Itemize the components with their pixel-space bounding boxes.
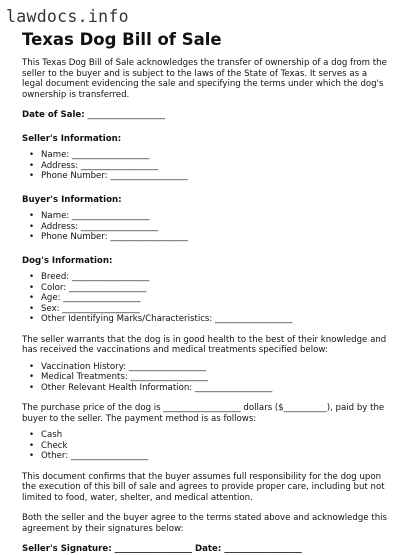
dog-color-item: • Color: __________________ <box>41 283 390 294</box>
seller-address-item: • Address: __________________ <box>41 161 390 172</box>
seller-info-list <box>22 150 390 182</box>
document-body <box>22 30 390 555</box>
buyer-name-item: • Name: __________________ <box>41 211 390 222</box>
health-list <box>22 362 390 394</box>
document-title: Texas Dog Bill of Sale <box>22 30 222 49</box>
seller-signature-date-blank: __________________ <box>224 544 302 554</box>
seller-signature-line <box>22 544 390 555</box>
dog-info-heading: Dog's Information: <box>22 255 113 266</box>
watermark-text: lawdocs.info <box>6 7 129 26</box>
dog-marks-item: • Other Identifying Marks/Characteristics: __________________ <box>41 314 390 325</box>
payment-cash-item: • Cash <box>41 430 390 441</box>
buyer-address-item: • Address: __________________ <box>41 222 390 233</box>
medical-treatments-item: • Medical Treatments: __________________ <box>41 372 390 383</box>
responsibility-paragraph: This document confirms that the buyer assumes full responsibility for the dog upon the execution of this bill of sale and agrees to provide proper care, including but not limited to food, water, shelter, and medical attention. <box>22 471 385 503</box>
health-warranty-paragraph: The seller warrants that the dog is in good health to the best of their knowledge and has received the vaccinations and medical treatments specified below: <box>22 334 387 355</box>
seller-signature-date-label: Date: <box>195 544 222 554</box>
date-of-sale-line <box>22 110 390 121</box>
buyer-info-list <box>22 211 390 243</box>
intro-paragraph: This Texas Dog Bill of Sale acknowledges the transfer of ownership of a dog from the seller to the buyer and is subject to the laws of the State of Texas. It serves as a legal document evidencing the sale and specifying the terms under which the dog's ownership is transferred. <box>22 58 387 100</box>
seller-signature-blank: __________________ <box>114 544 192 554</box>
dog-breed-item: • Breed: __________________ <box>41 272 390 283</box>
payment-other-item: • Other: __________________ <box>41 451 390 462</box>
purchase-price-paragraph: The purchase price of the dog is __________________ dollars ($__________), paid by the buyer to the seller. The payment method is as follows: <box>22 403 385 424</box>
buyer-info-heading: Buyer's Information: <box>22 194 122 205</box>
seller-info-heading: Seller's Information: <box>22 133 122 144</box>
vaccination-history-item: • Vaccination History: __________________ <box>41 362 390 373</box>
seller-phone-item: • Phone Number: __________________ <box>41 171 390 182</box>
seller-signature-label: Seller's Signature: <box>22 544 112 554</box>
payment-method-list <box>22 430 390 462</box>
dog-info-list <box>22 272 390 325</box>
payment-check-item: • Check <box>41 441 390 452</box>
dog-sex-item: • Sex: __________________ <box>41 304 390 315</box>
agreement-paragraph: Both the seller and the buyer agree to the terms stated above and acknowledge this agreement by their signatures below: <box>22 513 388 534</box>
seller-name-item: • Name: __________________ <box>41 150 390 161</box>
date-of-sale-blank: __________________ <box>87 110 166 120</box>
buyer-phone-item: • Phone Number: __________________ <box>41 232 390 243</box>
dog-age-item: • Age: __________________ <box>41 293 390 304</box>
other-health-info-item: • Other Relevant Health Information: __________________ <box>41 383 390 394</box>
date-of-sale-label: Date of Sale: <box>22 110 85 120</box>
